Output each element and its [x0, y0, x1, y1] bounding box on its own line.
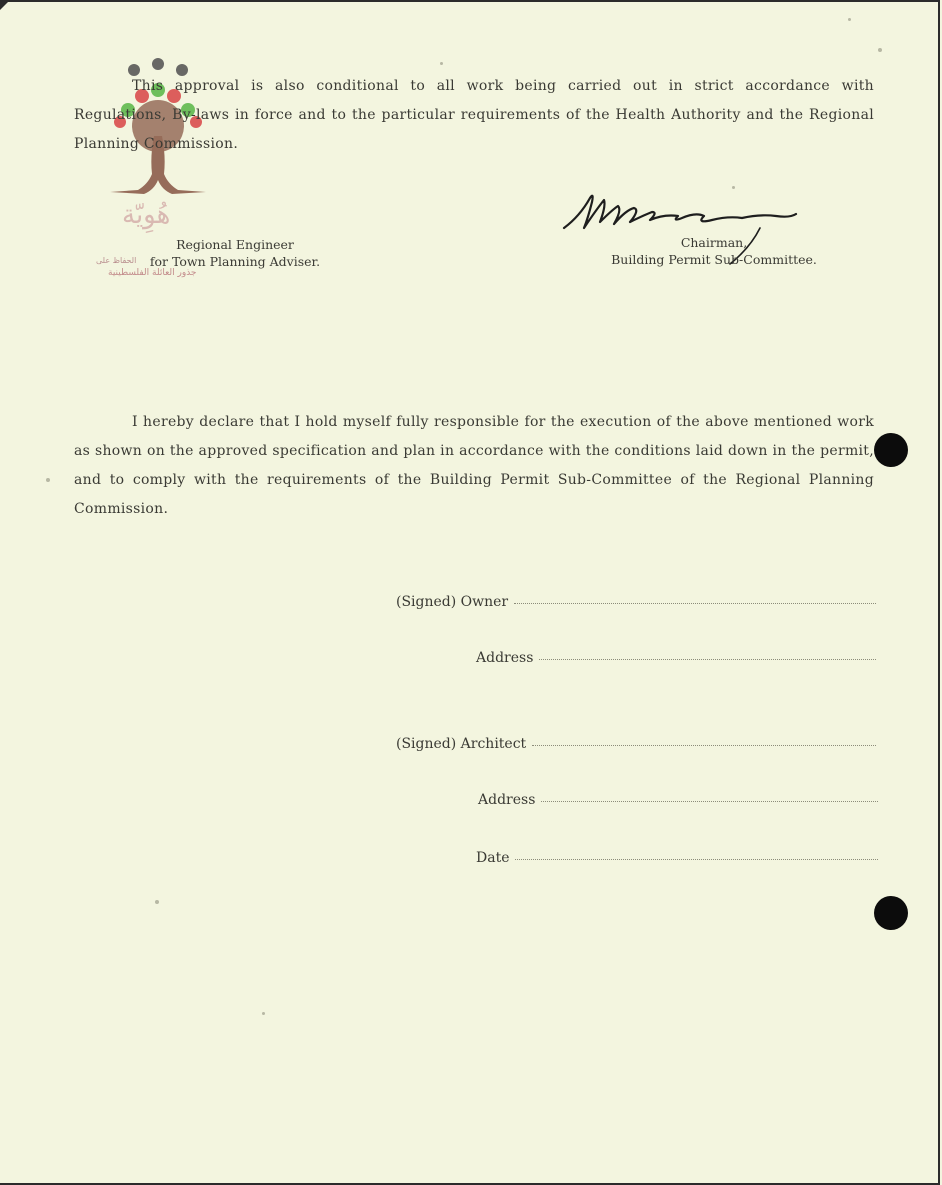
- approval-paragraph: This approval is also conditional to all work being carried out in strict accordance with Regulations, By-laws in force and to the particular requirements of the Health Authority and the Regional Planning Commission.: [74, 78, 874, 152]
- right-signature-line-2: Building Permit Sub-Committee.: [611, 252, 817, 267]
- punch-hole: [874, 433, 908, 467]
- owner-address-label: Address: [476, 650, 534, 666]
- watermark-line-2: جذور العائلة الفلسطينية: [108, 268, 197, 278]
- declaration-paragraph: I hereby declare that I hold myself fully responsible for the execution of the above mentioned work as shown on the approved specification and plan in accordance with the conditions laid down in the permit, and to comply with the requirements of the Building Permit Sub-Committee of the Regional Planning Commission.: [74, 414, 874, 517]
- architect-label: (Signed) Architect: [396, 736, 527, 752]
- left-signature-block: [130, 236, 340, 270]
- paper-speck: [440, 62, 443, 65]
- architect-address-field[interactable]: [478, 792, 878, 808]
- architect-address-line[interactable]: [541, 800, 878, 802]
- owner-address-line[interactable]: [539, 658, 876, 660]
- left-signature-line-1: Regional Engineer: [176, 237, 294, 252]
- architect-field[interactable]: [396, 736, 876, 752]
- watermark-arabic-text: هُوِيّة: [122, 200, 171, 230]
- watermark-line-1: الحفاظ على: [96, 256, 137, 265]
- architect-signature-line[interactable]: [532, 744, 876, 746]
- paper-speck: [262, 1012, 265, 1015]
- date-field[interactable]: [476, 850, 878, 866]
- left-signature-line-2: for Town Planning Adviser.: [149, 254, 321, 269]
- date-line[interactable]: [515, 858, 878, 860]
- right-signature-block: [580, 234, 848, 268]
- paper-speck: [155, 900, 159, 904]
- owner-field[interactable]: [396, 594, 876, 610]
- paper-speck: [848, 18, 851, 21]
- paper-speck: [46, 478, 50, 482]
- architect-address-label: Address: [478, 792, 536, 808]
- date-label: Date: [476, 850, 510, 866]
- punch-hole: [874, 896, 908, 930]
- paper-speck: [878, 48, 882, 52]
- corner-mark: [0, 0, 10, 10]
- right-signature-line-1: Chairman,: [680, 235, 748, 250]
- owner-label: (Signed) Owner: [396, 594, 509, 610]
- owner-signature-line[interactable]: [514, 602, 876, 604]
- owner-address-field[interactable]: [476, 650, 876, 666]
